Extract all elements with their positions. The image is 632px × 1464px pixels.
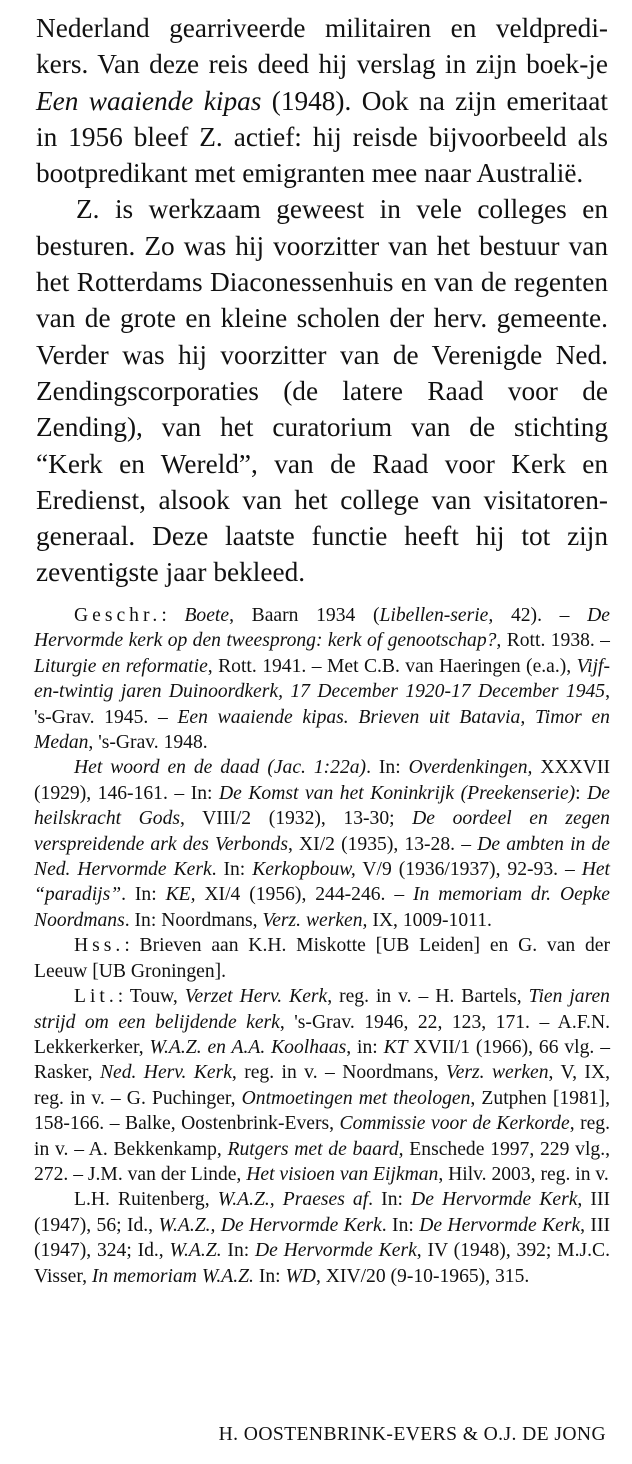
ref-title: De Hervormde Kerk xyxy=(419,1214,581,1236)
ref-title: W.A.Z. en A.A. Koolhaas xyxy=(149,1036,347,1058)
ref-text: , Baarn 1934 ( xyxy=(229,605,380,626)
main-text xyxy=(36,10,608,591)
ref-text: IX, 1009-1011. xyxy=(367,909,492,931)
literature-label: Lit. xyxy=(74,986,118,1008)
ref-title: Verz. werken xyxy=(445,1062,549,1084)
ref-title: De ambten in de Ned. Hervormde Kerk xyxy=(34,833,610,881)
paragraph-1-rest: (1948). Ook na zijn emeritaat in 1956 bleef Z. actief: hij reisde bijvoorbeeld als bootpredikant met emigranten mee naar Australië. xyxy=(36,85,608,189)
literature-entry xyxy=(34,984,610,1187)
ref-title: Tien jaren strijd om een belijdende kerk xyxy=(34,986,610,1033)
ref-text: : xyxy=(161,605,185,626)
ref-text: XVII/1 (1966), 66 vlg. – Rasker, xyxy=(34,1036,610,1084)
ref-title: Het woord en de daad (Jac. 1:22a) xyxy=(74,757,367,779)
ref-title: WD xyxy=(285,1265,316,1287)
ref-text: , 's-Grav. 1945. – xyxy=(34,681,610,728)
ref-text: . In: Noordmans, xyxy=(124,909,263,931)
writings-label: Geschr. xyxy=(74,605,162,626)
manuscripts-entry xyxy=(34,933,610,984)
ref-title: Het visioen van Eijkman xyxy=(246,1163,439,1185)
ref-title: De Hervormde Kerk xyxy=(254,1240,417,1262)
articles-entry xyxy=(34,755,610,933)
ref-text: , VIII/2 (1932), 13-30; xyxy=(180,808,413,830)
ref-title: Kerkopbouw, xyxy=(252,859,356,881)
ref-text: : xyxy=(575,782,588,804)
ref-text: In: xyxy=(253,1265,286,1287)
ref-title: Libellen-serie, xyxy=(379,605,494,626)
ruitenberg-entry xyxy=(34,1187,610,1289)
ref-text: , III (1947), 324; Id., xyxy=(34,1214,610,1262)
ref-text: , IV (1948), 392; M.J.C. Visser, xyxy=(34,1240,610,1287)
ref-text: L.H. Ruitenberg, xyxy=(74,1189,218,1211)
ref-text: Rott. 1938. – xyxy=(501,630,610,652)
ref-text: , Zutphen [1981], 158-166. – Balke, Oostenbrink-Evers, xyxy=(34,1087,610,1135)
ref-text: , in: xyxy=(346,1036,384,1058)
ref-text: Enschede 1997, 229 vlg., 272. – J.M. van der Linde, xyxy=(34,1138,610,1185)
ref-title: Verz. werken, xyxy=(262,909,368,931)
ref-title: Overdenkingen, xyxy=(408,757,533,779)
ref-text: , III (1947), 56; Id., xyxy=(34,1189,610,1236)
ref-title: Ned. Herv. Kerk xyxy=(99,1062,232,1084)
ref-text: . In: xyxy=(381,1214,420,1236)
ref-text: , reg. in v. – A. Bekkenkamp, xyxy=(34,1113,610,1160)
ref-title: Ontmoetingen met theologen xyxy=(241,1087,471,1109)
ref-text: XI/4 (1956), 244-246. – xyxy=(195,884,414,906)
ref-text: . In: xyxy=(368,1189,412,1211)
ref-title: Het “paradijs” xyxy=(34,859,610,906)
ref-text: . In: xyxy=(211,859,253,881)
author-signature: H. OOSTENBRINK-EVERS & O.J. DE JONG xyxy=(218,1424,606,1445)
ref-text: : Touw, xyxy=(117,986,185,1008)
paragraph-2: Z. is werkzaam geweest in vele colleges en besturen. Zo was hij voorzitter van het bestuur van het Rotterdams Diaconessenhuis en van de regenten van de grote en kleine scholen der herv. gemeente. Verder was hij voorzitter van de Verenigde Ned. Zendingscorporaties (de latere Raad voor de Zending), van het curatorium van de stichting “Kerk en Wereld”, van de Raad voor Kerk en Eredienst, alsook van het college van visitatoren-generaal. Deze laatste functie heeft hij tot zijn zeventigste jaar bekleed. xyxy=(36,194,608,588)
ref-title: Commissie voor de Kerkorde xyxy=(339,1113,570,1135)
ref-title: KT xyxy=(383,1036,408,1058)
ref-text: In: xyxy=(221,1240,255,1262)
ref-title: KE, xyxy=(165,884,196,906)
ref-title: In memoriam W.A.Z. xyxy=(91,1265,254,1287)
ref-text: , Hilv. 2003, reg. in v. xyxy=(438,1163,609,1185)
ref-title: In memoriam dr. Oepke Noordmans xyxy=(34,884,610,931)
ref-title: Vijf-en-twintig jaren Duinoordkerk, 17 December 1920-17 December 1945 xyxy=(34,655,611,703)
manuscripts-label: Hss. xyxy=(74,935,125,957)
ref-text: , XI/2 (1935), 13-28. – xyxy=(287,833,478,855)
ref-title: De Komst van het Koninkrijk (Preekenserie) xyxy=(219,782,576,804)
ref-text: , XIV/20 (9-10-1965), 315. xyxy=(315,1265,530,1287)
ref-title: W.A.Z., Praeses af xyxy=(217,1189,369,1211)
writings-entry xyxy=(34,603,610,755)
ref-title: Verzet Herv. Kerk xyxy=(184,986,328,1008)
ref-text: . In: xyxy=(366,757,409,779)
ref-text: . In: xyxy=(121,884,166,906)
ref-title: Een waaiende kipas. Brieven uit Batavia, Timor en Medan xyxy=(34,706,610,754)
ref-title: W.A.Z. xyxy=(169,1240,222,1262)
ref-text: XXXVII (1929), 146-161. – In: xyxy=(34,757,610,804)
ref-text: 42). – xyxy=(493,605,588,626)
ref-text: , reg. in v. – Noordmans, xyxy=(231,1062,446,1084)
ref-text: , reg. in v. – H. Bartels, xyxy=(327,986,529,1008)
ref-title: De Hervormde kerk op den tweesprong: kerk of genootschap?, xyxy=(34,605,611,652)
ref-text: , Rott. 1941. – Met C.B. van Haeringen (e.a.), xyxy=(207,655,577,677)
ref-title: Boete xyxy=(184,605,230,626)
ref-text: , V, IX, reg. in v. – G. Puchinger, xyxy=(34,1062,610,1109)
references xyxy=(34,603,610,1289)
ref-text: V/9 (1936/1937), 92-93. – xyxy=(355,859,582,881)
ref-text: , 's-Grav. 1948. xyxy=(88,732,208,754)
ref-title: De heilskracht Gods xyxy=(34,782,610,830)
ref-title: De Hervormde Kerk xyxy=(411,1189,578,1211)
book-title: Een waaiende kipas xyxy=(36,85,262,116)
ref-title: De oordeel en zegen verspreidende ark des Verbonds xyxy=(34,808,610,855)
ref-title: Liturgie en reformatie xyxy=(34,655,208,677)
ref-title: Rutgers met de baard, xyxy=(227,1138,404,1160)
paragraph-1-text: Nederland gearriveerde militairen en veldpredi-kers. Van deze reis deed hij verslag in zijn boek-je xyxy=(36,13,608,80)
paragraph-1 xyxy=(36,10,608,191)
ref-text: , 's-Grav. 1946, 22, 123, 171. – A.F.N. Lekkerkerker, xyxy=(34,1011,610,1058)
ref-title: W.A.Z., De Hervormde Kerk xyxy=(158,1214,382,1236)
ref-text: : Brieven aan K.H. Miskotte [UB Leiden] en G. van der Leeuw [UB Groningen]. xyxy=(34,935,610,982)
